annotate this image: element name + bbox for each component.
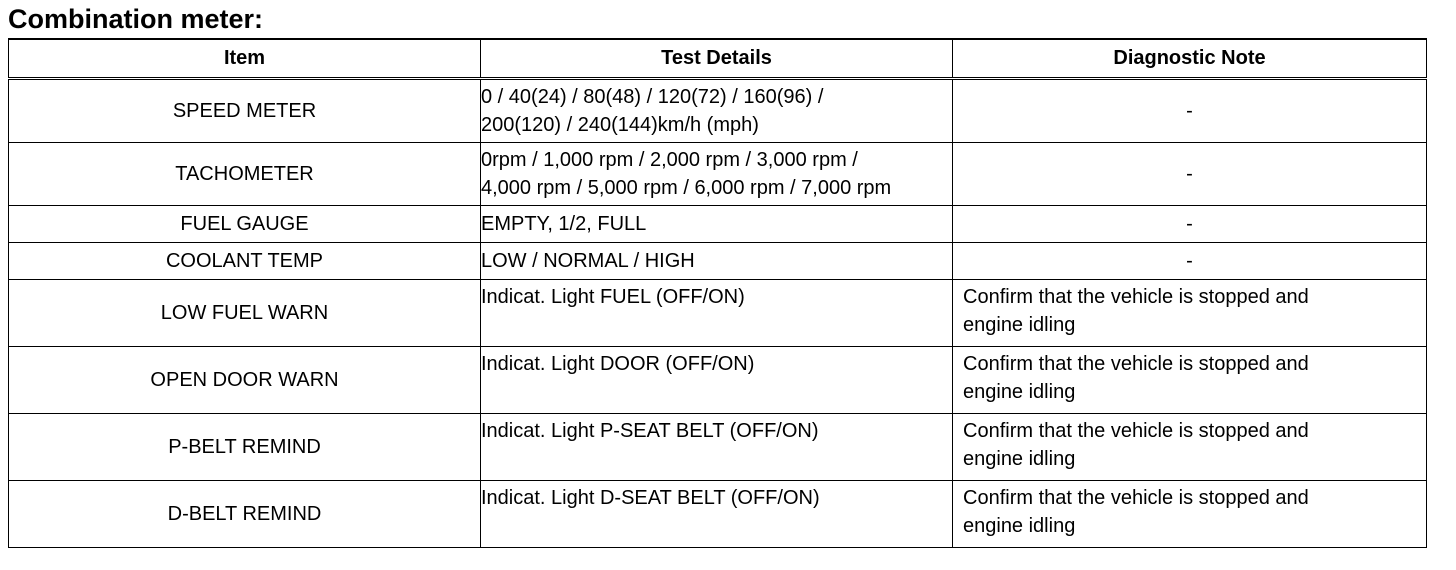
test-details-cell: [481, 206, 953, 243]
table-row: [9, 481, 1427, 548]
page-title: Combination meter:: [8, 4, 264, 34]
item-cell: COOLANT TEMP: [9, 243, 481, 280]
table-row: [9, 280, 1427, 347]
column-header-diagnostic-note: Diagnostic Note: [953, 39, 1427, 79]
diagnostic-note-text: Confirm that the vehicle is stopped and engine idling: [963, 420, 1309, 470]
diagnostic-note-cell: -: [953, 143, 1427, 206]
diagnostic-note-text: Confirm that the vehicle is stopped and engine idling: [963, 286, 1309, 336]
table-row: [9, 347, 1427, 414]
diagnostic-note-cell: [953, 347, 1427, 414]
test-details-text: Indicat. Light DOOR (OFF/ON): [481, 353, 755, 375]
test-details-cell: [481, 79, 953, 143]
diagnostic-note-cell: -: [953, 206, 1427, 243]
test-details-text: Indicat. Light P-SEAT BELT (OFF/ON): [481, 420, 819, 442]
test-details-text: LOW / NORMAL / HIGH: [481, 250, 695, 272]
item-cell: D-BELT REMIND: [9, 481, 481, 548]
test-details-text: Indicat. Light FUEL (OFF/ON): [481, 286, 745, 308]
table-row: [9, 143, 1427, 206]
item-cell: SPEED METER: [9, 79, 481, 143]
item-cell: P-BELT REMIND: [9, 414, 481, 481]
table-row: [9, 414, 1427, 481]
diagnostic-note-cell: [953, 414, 1427, 481]
diagnostic-note-cell: -: [953, 79, 1427, 143]
item-cell: LOW FUEL WARN: [9, 280, 481, 347]
column-header-item: Item: [9, 39, 481, 79]
diagnostic-note-cell: [953, 481, 1427, 548]
combination-meter-table: [8, 38, 1427, 548]
table-row: [9, 206, 1427, 243]
table-row: [9, 243, 1427, 280]
test-details-cell: [481, 243, 953, 280]
test-details-cell: [481, 143, 953, 206]
test-details-text: EMPTY, 1/2, FULL: [481, 213, 647, 235]
test-details-cell: [481, 414, 953, 481]
test-details-cell: [481, 347, 953, 414]
diagnostic-note-text: Confirm that the vehicle is stopped and engine idling: [963, 353, 1309, 403]
test-details-text: Indicat. Light D-SEAT BELT (OFF/ON): [481, 487, 820, 509]
table-row: [9, 79, 1427, 143]
diagnostic-note-cell: -: [953, 243, 1427, 280]
test-details-cell: [481, 280, 953, 347]
item-cell: FUEL GAUGE: [9, 206, 481, 243]
item-cell: OPEN DOOR WARN: [9, 347, 481, 414]
test-details-text: 0 / 40(24) / 80(48) / 120(72) / 160(96) / 200(120) / 240(144)km/h (mph): [481, 86, 824, 136]
diagnostic-note-text: Confirm that the vehicle is stopped and engine idling: [963, 487, 1309, 537]
diagnostic-note-cell: [953, 280, 1427, 347]
item-cell: TACHOMETER: [9, 143, 481, 206]
column-header-test-details: Test Details: [481, 39, 953, 79]
test-details-text: 0rpm / 1,000 rpm / 2,000 rpm / 3,000 rpm / 4,000 rpm / 5,000 rpm / 6,000 rpm / 7,000 rpm: [481, 149, 892, 199]
test-details-cell: [481, 481, 953, 548]
table-header-row: [9, 39, 1427, 79]
